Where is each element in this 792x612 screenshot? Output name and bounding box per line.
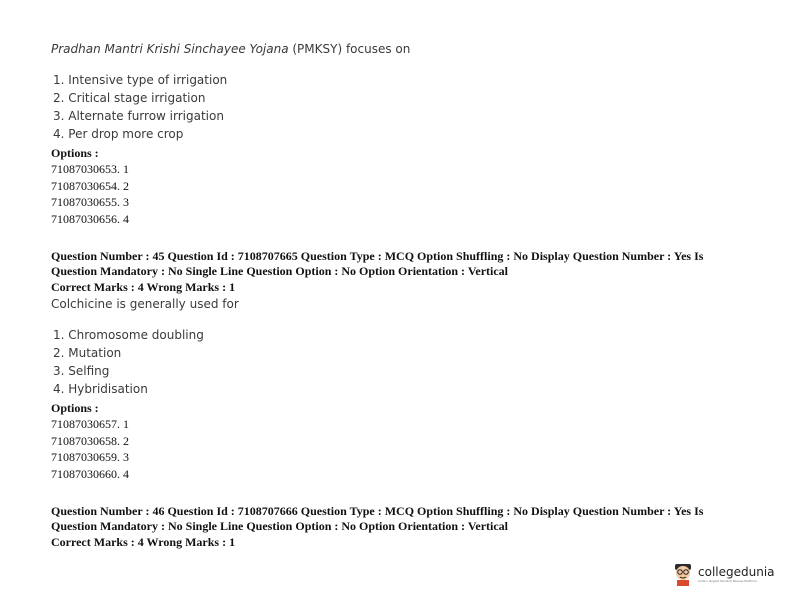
- option-row: 71087030659. 3: [51, 450, 129, 464]
- question-44-item: 3. Alternate furrow irrigation: [53, 109, 224, 123]
- options-label: Options :: [51, 401, 99, 415]
- mascot-icon: [672, 562, 694, 586]
- option-row: 71087030657. 1: [51, 417, 129, 431]
- option-row: 71087030655. 3: [51, 195, 129, 209]
- question-45-item: 4. Hybridisation: [53, 382, 148, 396]
- question-45-item: 2. Mutation: [53, 346, 122, 360]
- question-45-meta: Question Number : 45 Question Id : 7108707665 Question Type : MCQ Option Shuffling : No Display Question Number : Yes Is Question Mandatory : No Single Line Question Option : No Option Orientation : Vertical: [51, 249, 704, 278]
- options-label: Options :: [51, 146, 99, 160]
- question-45-text: Colchicine is generally used for: [51, 297, 239, 311]
- question-44-item: 2. Critical stage irrigation: [53, 91, 206, 105]
- logo-brand-text: collegedunia: [698, 564, 775, 579]
- option-row: 71087030660. 4: [51, 467, 129, 481]
- scheme-name: Pradhan Mantri Krishi Sinchayee Yojana: [51, 42, 289, 56]
- question-44-text: [51, 42, 410, 56]
- question-44-item: 1. Intensive type of irrigation: [53, 73, 228, 87]
- question-45-item: 1. Chromosome doubling: [53, 328, 204, 342]
- question-46-meta: Question Number : 46 Question Id : 7108707666 Question Type : MCQ Option Shuffling : No Display Question Number : Yes Is Question Mandatory : No Single Line Question Option : No Option Orientation : Vertical: [51, 504, 704, 533]
- question-44-text-rest: (PMKSY) focuses on: [288, 42, 411, 56]
- question-45-item: 3. Selfing: [53, 364, 110, 378]
- question-44-item: 4. Per drop more crop: [53, 127, 184, 141]
- option-row: 71087030653. 1: [51, 162, 129, 176]
- option-row: 71087030654. 2: [51, 179, 129, 193]
- option-row: 71087030658. 2: [51, 434, 129, 448]
- question-45-marks: Correct Marks : 4 Wrong Marks : 1: [51, 280, 236, 294]
- collegedunia-logo: [672, 562, 775, 586]
- question-46-marks: Correct Marks : 4 Wrong Marks : 1: [51, 535, 236, 549]
- logo-tagline: India's largest Student Review Platform: [698, 578, 758, 583]
- option-row: 71087030656. 4: [51, 212, 129, 226]
